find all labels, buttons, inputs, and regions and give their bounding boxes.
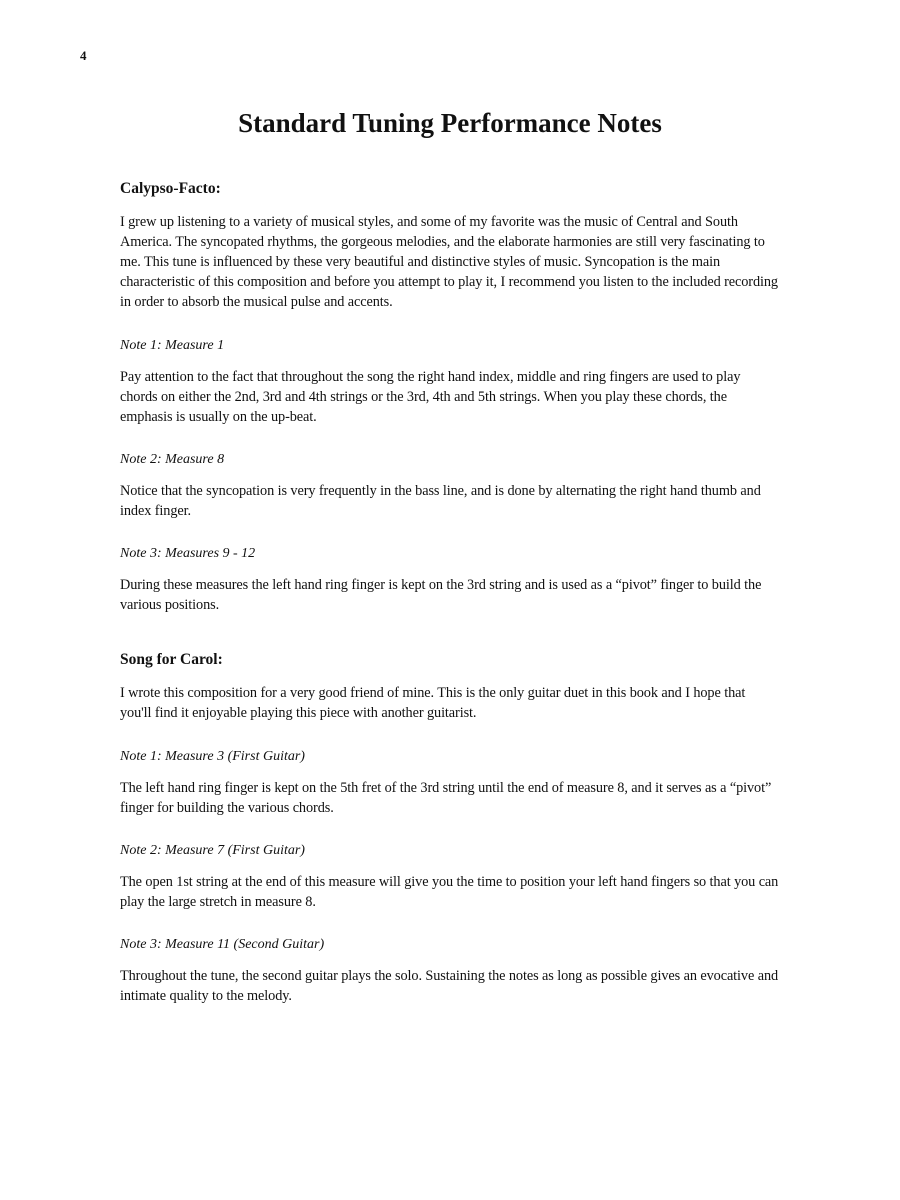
page-number: 4 [80,48,87,63]
note-body: Notice that the syncopation is very frequently in the bass line, and is done by alternating the right hand thumb and index finger. [120,483,761,519]
section-intro: I grew up listening to a variety of musical styles, and some of my favorite was the music of Central and South America. The syncopated rhythms, the gorgeous melodies, and the elaborate harmonies are still very fascinating to me. This tune is influenced by these very beautiful and distinctive styles of music. Syncopation is the main characteristic of this composition and before you attempt to play it, I recommend you listen to the included recording in order to absorb the musical pulse and accents. [120,214,778,310]
note-title: Note 3: Measure 11 (Second Guitar) [120,937,325,952]
note-body: During these measures the left hand ring finger is kept on the 3rd string and is used as a “pivot” finger to build the various positions. [120,577,762,613]
section-intro: I wrote this composition for a very good friend of mine. This is the only guitar duet in this book and I hope that you'll find it enjoyable playing this piece with another guitarist. [120,685,746,721]
note-body: Pay attention to the fact that throughout the song the right hand index, middle and ring fingers are used to play chords on either the 2nd, 3rd and 4th strings or the 3rd, 4th and 5th strings. When you play these chords, the emphasis is usually on the up-beat. [120,369,741,425]
note-body: Throughout the tune, the second guitar plays the solo. Sustaining the notes as long as possible gives an evocative and intimate quality to the melody. [120,968,779,1004]
section-calypso-facto [120,180,780,615]
page-content [120,180,780,1031]
section-heading: Song for Carol: [120,651,223,668]
section-song-for-carol [120,651,780,1006]
note-title: Note 3: Measures 9 - 12 [120,546,256,561]
page-title: Standard Tuning Performance Notes [238,108,662,138]
note-body: The open 1st string at the end of this measure will give you the time to position your left hand fingers so that you can play the large stretch in measure 8. [120,874,779,910]
note-title: Note 1: Measure 3 (First Guitar) [120,749,305,764]
note-title: Note 2: Measure 8 [120,452,225,467]
note-title: Note 1: Measure 1 [120,338,225,353]
note-title: Note 2: Measure 7 (First Guitar) [120,843,305,858]
section-heading: Calypso-Facto: [120,180,221,197]
note-body: The left hand ring finger is kept on the 5th fret of the 3rd string until the end of measure 8, and it serves as a “pivot” finger for building the various chords. [120,780,772,816]
